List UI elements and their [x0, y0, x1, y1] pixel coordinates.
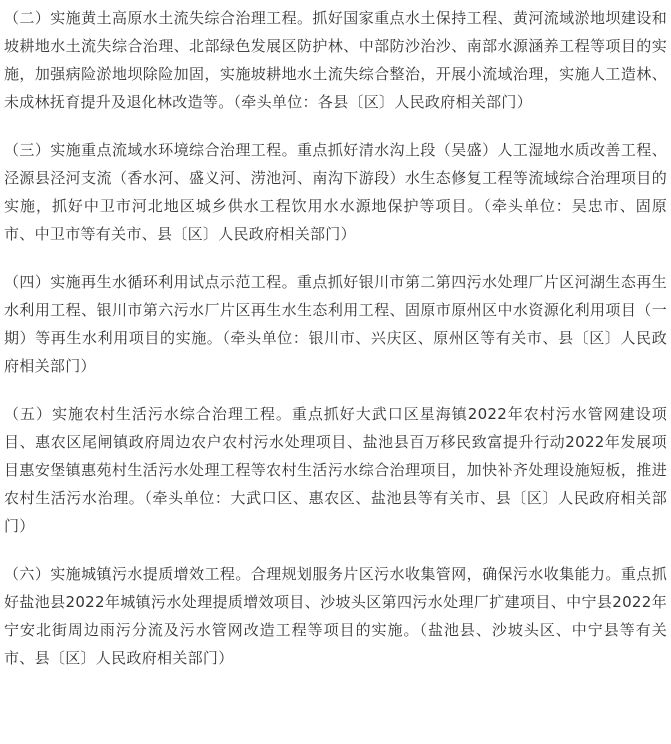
paragraph-reclaimed-water-recycling: （四）实施再生水循环利用试点示范工程。重点抓好银川市第二第四污水处理厂片区河湖生态再生水利用工程、银川市第六污水厂片区再生水生态利用工程、固原市原州区中水资源化利用项目（一期）等再生水利用项目的实施。（牵头单位：银川市、兴庆区、原州区等有关市、县〔区〕人民政府相关部门）: [4, 273, 667, 375]
paragraph-loess-plateau-soil-erosion: （二）实施黄土高原水土流失综合治理工程。抓好国家重点水土保持工程、黄河流域淤地坝建设和坡耕地水土流失综合治理、北部绿色发展区防护林、中部防沙治沙、南部水源涵养工程等项目的实施，加强病险淤地坝除险加固，实施坡耕地水土流失综合整治，开展小流域治理，实施人工造林、未成林抚育提升及退化林改造等。（牵头单位：各县〔区〕人民政府相关部门）: [4, 9, 667, 111]
paragraph-rural-sewage-treatment: （五）实施农村生活污水综合治理工程。重点抓好大武口区星海镇2022年农村污水管网建设项目、惠农区尾闸镇政府周边农户农村污水处理项目、盐池县百万移民致富提升行动2022年发展项目惠安堡镇惠苑村生活污水处理工程等农村生活污水综合治理项目，加快补齐处理设施短板，推进农村生活污水治理。（牵头单位：大武口区、惠农区、盐池县等有关市、县〔区〕人民政府相关部门）: [4, 405, 667, 535]
paragraph-watershed-water-environment: （三）实施重点流域水环境综合治理工程。重点抓好清水沟上段（吴盛）人工湿地水质改善工程、泾源县泾河支流（香水河、盛义河、涝池河、南沟下游段）水生态修复工程等流域综合治理项目的实施，抓好中卫市河北地区城乡供水工程饮用水水源地保护等项目。（牵头单位：吴忠市、固原市、中卫市等有关市、县〔区〕人民政府相关部门）: [4, 141, 667, 243]
paragraph-urban-sewage-upgrade: （六）实施城镇污水提质增效工程。合理规划服务片区污水收集管网，确保污水收集能力。重点抓好盐池县2022年城镇污水处理提质增效项目、沙坡头区第四污水处理厂扩建项目、中宁县2022年宁安北街周边雨污分流及污水管网改造工程等项目的实施。（盐池县、沙坡头区、中宁县等有关市、县〔区〕人民政府相关部门）: [4, 565, 667, 667]
